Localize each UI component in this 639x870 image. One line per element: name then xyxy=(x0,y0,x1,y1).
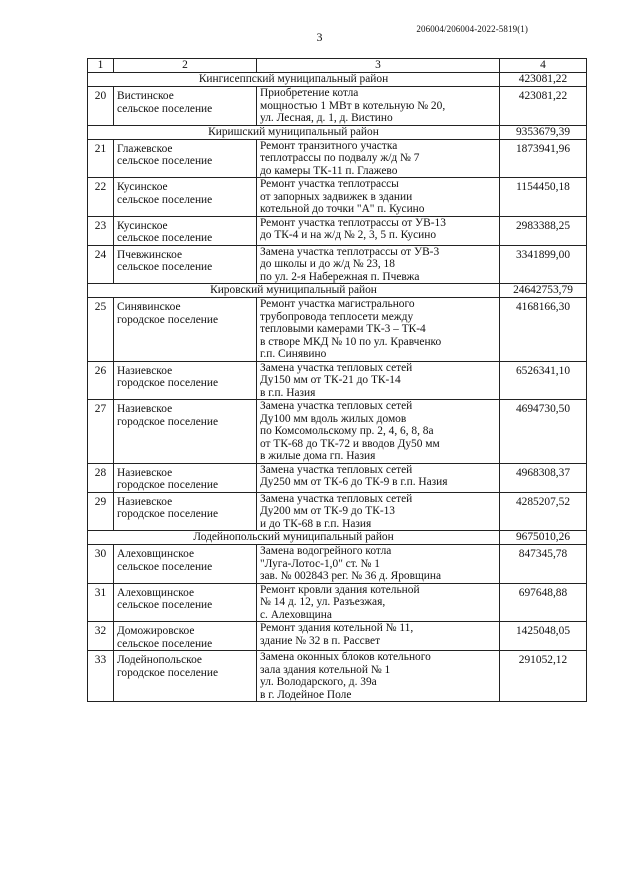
district-name: Кингисеппский муниципальный район xyxy=(88,73,500,87)
work-description-cell xyxy=(257,400,500,464)
work-line: № 14 д. 12, ул. Разъезжая, xyxy=(260,596,386,608)
work-line: Замена оконных блоков котельного xyxy=(260,651,431,663)
settlement-line: Синявинское xyxy=(117,301,181,313)
settlement-line: Алеховщинское xyxy=(117,548,195,560)
header-col-3: 3 xyxy=(257,59,500,73)
amount-cell: 1873941,96 xyxy=(500,139,587,178)
row-number: 22 xyxy=(88,178,114,217)
district-total: 24642753,79 xyxy=(500,284,587,298)
settlement-line: городское поселение xyxy=(117,313,219,326)
work-line: Ремонт участка магистрального xyxy=(260,298,415,310)
district-name: Лодейнопольский муниципальный район xyxy=(88,531,500,545)
header-col-4: 4 xyxy=(500,59,587,73)
row-number: 32 xyxy=(88,622,114,651)
work-line: Приобретение котла xyxy=(260,87,359,99)
settlement-line: Пчевжинское xyxy=(117,248,183,261)
work-description-cell xyxy=(257,245,500,284)
work-description-cell xyxy=(257,139,500,178)
work-line: котельной до точки "А" п. Кусино xyxy=(260,203,425,215)
work-description-cell xyxy=(257,178,500,217)
settlement-line: Вистинское xyxy=(117,90,174,102)
work-line: тепловыми камерами ТК-3 – ТК-4 xyxy=(260,323,426,335)
table-row xyxy=(88,545,587,584)
work-line: Замена участка теплотрассы от УВ-3 xyxy=(260,245,440,258)
work-line: Замена участка тепловых сетей xyxy=(260,492,413,505)
row-number: 30 xyxy=(88,545,114,584)
header-col-1: 1 xyxy=(88,59,114,73)
row-number: 28 xyxy=(88,463,114,492)
work-line: Ду100 мм вдоль жилых домов xyxy=(260,412,407,425)
settlement-line: сельское поселение xyxy=(117,232,213,244)
work-line: зала здания котельной № 1 xyxy=(260,663,391,676)
work-line: в г. Лодейное Поле xyxy=(260,688,352,701)
settlement-cell xyxy=(114,492,257,531)
work-line: Ремонт транзитного участка xyxy=(260,139,398,152)
amount-cell: 291052,12 xyxy=(500,651,587,702)
settlement-line: Доможировское xyxy=(117,625,195,637)
table-row xyxy=(88,216,587,245)
table-row xyxy=(88,178,587,217)
settlement-line: сельское поселение xyxy=(117,560,213,573)
table-row xyxy=(88,463,587,492)
settlement-cell xyxy=(114,178,257,217)
work-description-cell xyxy=(257,87,500,126)
table-row xyxy=(88,245,587,284)
district-row xyxy=(88,284,587,298)
row-number: 29 xyxy=(88,492,114,531)
funding-table xyxy=(87,58,587,702)
settlement-cell xyxy=(114,87,257,126)
settlement-line: городское поселение xyxy=(117,479,219,491)
settlement-cell xyxy=(114,463,257,492)
work-line: Ду250 мм от ТК-6 до ТК-9 в г.п. Назия xyxy=(260,476,448,488)
amount-cell: 4968308,37 xyxy=(500,463,587,492)
work-line: с. Алеховщина xyxy=(260,608,332,621)
work-line: теплотрассы по подвалу ж/д № 7 xyxy=(260,152,420,164)
settlement-cell xyxy=(114,361,257,400)
row-number: 23 xyxy=(88,216,114,245)
work-description-cell xyxy=(257,651,500,702)
district-total: 9353679,39 xyxy=(500,125,587,139)
work-line: и до ТК-68 в г.п. Назия xyxy=(260,517,372,530)
header-col-2: 2 xyxy=(114,59,257,73)
work-line: по Комсомольскому пр. 2, 4, 6, 8, 8а xyxy=(260,425,434,437)
settlement-line: сельское поселение xyxy=(117,193,213,206)
amount-cell: 697648,88 xyxy=(500,583,587,622)
row-number: 27 xyxy=(88,400,114,464)
settlement-line: Назиевское xyxy=(117,495,173,508)
amount-cell: 2983388,25 xyxy=(500,216,587,245)
settlement-cell xyxy=(114,216,257,245)
work-line: Замена участка тепловых сетей xyxy=(260,361,413,374)
amount-cell: 847345,78 xyxy=(500,545,587,584)
settlement-line: городское поселение xyxy=(117,415,219,428)
document-number: 206004/206004-2022-5819(1) xyxy=(416,24,528,34)
district-total: 423081,22 xyxy=(500,73,587,87)
district-row xyxy=(88,531,587,545)
work-description-cell xyxy=(257,545,500,584)
work-line: в г.п. Назия xyxy=(260,386,316,399)
work-line: до школы и до ж/д № 23, 18 xyxy=(260,258,395,270)
settlement-line: Назиевское xyxy=(117,403,173,415)
row-number: 21 xyxy=(88,139,114,178)
amount-cell: 4694730,50 xyxy=(500,400,587,464)
settlement-line: Кусинское xyxy=(117,181,168,193)
table-row xyxy=(88,87,587,126)
work-line: от ТК-68 до ТК-72 и вводов Ду50 мм xyxy=(260,437,440,450)
work-line: г.п. Синявино xyxy=(260,348,327,360)
row-number: 31 xyxy=(88,583,114,622)
district-name: Кировский муниципальный район xyxy=(88,284,500,298)
amount-cell: 1425048,05 xyxy=(500,622,587,651)
settlement-line: сельское поселение xyxy=(117,637,213,650)
settlement-line: городское поселение xyxy=(117,377,219,389)
settlement-line: сельское поселение xyxy=(117,155,213,167)
district-name: Киришский муниципальный район xyxy=(88,125,500,139)
work-line: Замена участка тепловых сетей xyxy=(260,463,413,476)
work-description-cell xyxy=(257,583,500,622)
work-line: Замена участка тепловых сетей xyxy=(260,400,413,412)
row-number: 25 xyxy=(88,298,114,362)
settlement-line: сельское поселение xyxy=(117,261,213,273)
work-line: Ду150 мм от ТК-21 до ТК-14 xyxy=(260,374,401,386)
work-description-cell xyxy=(257,622,500,651)
table-row xyxy=(88,400,587,464)
work-line: ул. Лесная, д. 1, д. Вистино xyxy=(260,112,393,124)
work-line: Замена водогрейного котла xyxy=(260,545,392,557)
table-row xyxy=(88,622,587,651)
table-row xyxy=(88,492,587,531)
work-line: Ремонт участка теплотрассы от УВ-13 xyxy=(260,216,446,229)
table-row xyxy=(88,298,587,362)
work-line: в створе МКД № 10 по ул. Кравченко xyxy=(260,335,442,348)
district-row xyxy=(88,73,587,87)
work-line: ул. Володарского, д. 39а xyxy=(260,676,377,688)
work-line: трубопровода теплосети между xyxy=(260,310,414,323)
table-body xyxy=(88,59,587,702)
table-row xyxy=(88,361,587,400)
settlement-line: Кусинское xyxy=(117,219,168,232)
work-line: "Луга-Лотос-1,0" ст. № 1 xyxy=(260,557,380,570)
work-line: в жилые дома гп. Назия xyxy=(260,450,376,462)
amount-cell: 423081,22 xyxy=(500,87,587,126)
settlement-line: городское поселение xyxy=(117,508,219,520)
page-number: 3 xyxy=(316,30,323,44)
work-description-cell xyxy=(257,216,500,245)
work-line: Ремонт кровли здания котельной xyxy=(260,583,420,596)
settlement-cell xyxy=(114,651,257,702)
settlement-cell xyxy=(114,400,257,464)
settlement-line: сельское поселение xyxy=(117,102,213,115)
settlement-cell xyxy=(114,139,257,178)
amount-cell: 6526341,10 xyxy=(500,361,587,400)
settlement-line: Назиевское xyxy=(117,466,173,479)
work-line: Ремонт участка теплотрассы xyxy=(260,178,399,190)
district-row xyxy=(88,125,587,139)
work-line: от запорных задвижек в здании xyxy=(260,190,413,203)
amount-cell: 4168166,30 xyxy=(500,298,587,362)
work-description-cell xyxy=(257,463,500,492)
settlement-cell xyxy=(114,245,257,284)
district-total: 9675010,26 xyxy=(500,531,587,545)
work-line: мощностью 1 МВт в котельную № 20, xyxy=(260,99,446,112)
settlement-line: Глажевское xyxy=(117,142,173,155)
settlement-cell xyxy=(114,583,257,622)
work-description-cell xyxy=(257,492,500,531)
row-number: 20 xyxy=(88,87,114,126)
row-number: 24 xyxy=(88,245,114,284)
settlement-line: Алеховщинское xyxy=(117,586,195,599)
work-line: зав. № 002843 рег. № 36 д. Яровщина xyxy=(260,570,442,582)
work-description-cell xyxy=(257,361,500,400)
table-row xyxy=(88,139,587,178)
amount-cell: 1154450,18 xyxy=(500,178,587,217)
settlement-line: городское поселение xyxy=(117,666,219,679)
settlement-cell xyxy=(114,298,257,362)
work-line: до камеры ТК-11 п. Глажево xyxy=(260,164,398,177)
settlement-line: Лодейнопольское xyxy=(117,654,202,666)
amount-cell: 4285207,52 xyxy=(500,492,587,531)
work-line: Ремонт здания котельной № 11, xyxy=(260,622,414,634)
table-row xyxy=(88,651,587,702)
header-row xyxy=(88,59,587,73)
table-row xyxy=(88,583,587,622)
work-line: до ТК-4 и на ж/д № 2, 3, 5 п. Кусино xyxy=(260,229,437,241)
row-number: 33 xyxy=(88,651,114,702)
settlement-line: Назиевское xyxy=(117,364,173,377)
settlement-cell xyxy=(114,545,257,584)
work-line: Ду200 мм от ТК-9 до ТК-13 xyxy=(260,505,396,517)
row-number: 26 xyxy=(88,361,114,400)
work-line: по ул. 2-я Набережная п. Пчевжа xyxy=(260,270,420,283)
settlement-cell xyxy=(114,622,257,651)
work-line: здание № 32 в п. Рассвет xyxy=(260,634,381,647)
settlement-line: сельское поселение xyxy=(117,599,213,611)
work-description-cell xyxy=(257,298,500,362)
amount-cell: 3341899,00 xyxy=(500,245,587,284)
